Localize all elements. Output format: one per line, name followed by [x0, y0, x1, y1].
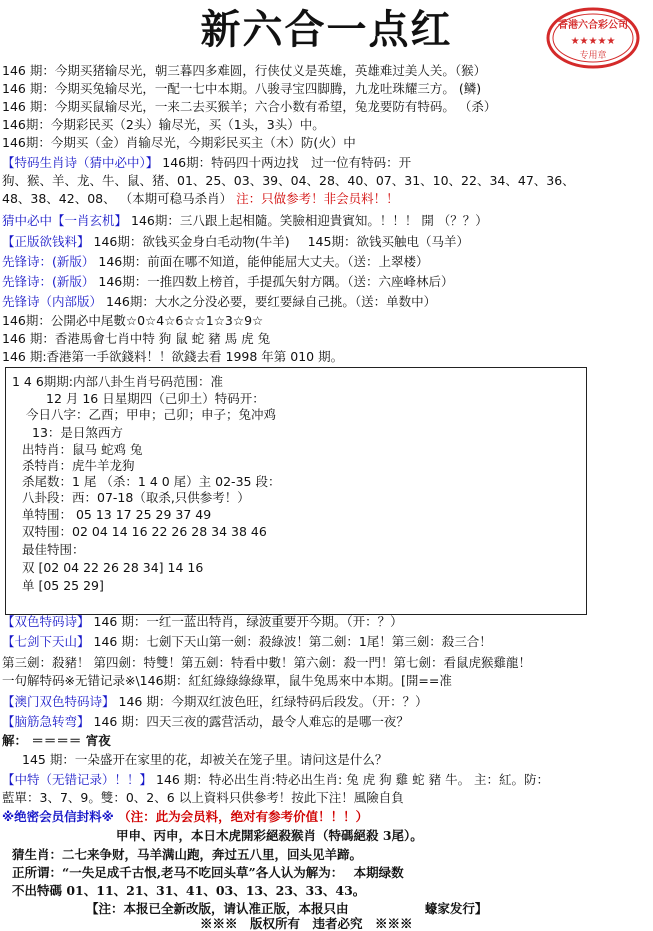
box-line-3: 今日八字：乙酉；甲申；己卯；申子；兔冲鸡 — [26, 407, 277, 422]
section-label: 【脑筋急转弯】 — [2, 714, 90, 729]
line-2-text: 146 期：今期买兔输尽光，一配一七中本期。八骏寻宝四脚腾，九龙吐珠耀三方。 — [2, 81, 455, 96]
section-text: 146期：前面在哪不知道，能伸能屈大丈夫。（送：上翠楼） — [98, 254, 429, 269]
section-text: 146期：一推四数上榜首，手提孤矢射方隅。（送：六座峰林后） — [98, 274, 454, 289]
seven-zodiac-line: 146 期：香港馬會七肖中特 狗 鼠 蛇 豬 馬 虎 兔 — [2, 331, 271, 346]
box-line-1: 1 4 6期期:内部八卦生肖号码范围：准 — [12, 374, 224, 389]
section-text: 146期：特码四十两边找 过一位有特码：开 — [162, 155, 412, 170]
svg-text:★★★★★: ★★★★★ — [570, 36, 616, 47]
saying-answer: 本期绿数 — [353, 865, 404, 880]
kill-zodiac-line: 甲申、丙申，本日木虎開彩絕殺猴肖（特碼絕殺 3尾）。 — [116, 828, 423, 843]
section-label: 【双色特码诗】 — [2, 614, 90, 629]
section-label: ※绝密会员信封料※ — [2, 809, 114, 824]
color-number-line: 藍單：3、7、9。雙：0、2、6 以上資料只供參考！按此下注！風險自負 — [2, 790, 404, 805]
box-line-13: 单 [05 25 29] — [22, 578, 104, 593]
section-text: 146 期：七劍下天山第一劍：殺綠波！第二劍：1尾！第三劍：殺三合！ — [93, 634, 492, 649]
section-label: 【特码生肖诗（猜中必中）】 — [2, 155, 159, 170]
answer-text: ＝＝＝＝ 宵夜 — [31, 733, 111, 748]
money-riddle-line — [2, 233, 469, 251]
box-line-4: 13：是日煞西方 — [32, 425, 123, 440]
special-code-line — [2, 771, 549, 789]
svg-text:专用章: 专用章 — [579, 51, 607, 61]
line-3-text: 146 期：今期买鼠输尽光，一来二去买猴羊；六合小数有希望，兔龙要防有特码。 — [2, 99, 455, 114]
section-label: 先锋诗：(新版） — [2, 254, 95, 269]
zodiac-mystery-line — [2, 212, 488, 230]
section-text: 146 期：特必出生肖:特必出生肖: 兔 虎 狗 雞 蛇 豬 牛。 主：紅。防： — [156, 772, 550, 787]
previous-riddle: 145期：欲钱买触电（马羊） — [307, 234, 469, 249]
box-line-8: 八卦段：西：07-18（取杀,只供参考！） — [22, 490, 250, 505]
section-label: 【七剑下天山】 — [2, 634, 90, 649]
member-note: 注：只做参考！非会员料！！ — [236, 191, 399, 206]
text-line-2 — [2, 80, 481, 98]
vanguard-poem-3 — [2, 293, 436, 311]
guess-zodiac-line: 猜生肖：二七来争财，马羊满山跑，奔过五八里，回头见羊蹄。 — [12, 847, 363, 862]
section-text: 146期：欲钱买金身白毛动物(牛羊) — [93, 234, 290, 249]
box-line-10: 双特围：02 04 14 16 22 26 28 34 38 46 — [22, 524, 267, 539]
publisher-text: 蠔家发行】 — [424, 901, 488, 916]
line-2-note: (鳞) — [458, 81, 482, 96]
previous-teaser-line: 145 期：一朵盛开在家里的花，却被关在笼子里。请问这是什么？ — [22, 752, 388, 767]
section-text: 146期：三八跟上起相隨。笑臉相迎貴賓知。！！！ 開 （？？） — [131, 213, 488, 228]
section-label: 先锋诗（内部版） — [2, 294, 103, 309]
member-note: （注：此为会员料，绝对有参考价值！！！） — [118, 809, 369, 824]
text-line-4: 146期：今期彩民买（2头）输尽光，买（1头，3头）中。 — [2, 117, 325, 132]
bagua-info-box — [5, 367, 587, 615]
seven-swords-line — [2, 633, 492, 651]
box-line-5: 出特肖：鼠马 蛇鸡 兔 — [22, 442, 143, 457]
answer-line — [2, 732, 111, 750]
money-hint-line: 146 期:香港第一手欲錢料！！欲錢去看 1998 年第 010 期。 — [2, 349, 344, 364]
tail-number-line: 146期：公開必中尾數☆0☆4☆6☆☆1☆3☆9☆ — [2, 313, 264, 328]
company-seal-stamp — [545, 6, 641, 70]
section-label: 先锋诗：(新版） — [2, 274, 95, 289]
two-color-poem-line — [2, 613, 403, 631]
section-text: 146 期：四天三夜的露营活动，最令人难忘的是哪一夜？ — [93, 714, 409, 729]
brain-teaser-line — [2, 713, 409, 731]
special-zodiac-poem — [2, 154, 411, 172]
section-text: 146 期：一红一蓝出特肖，绿波重要开今期。（开：？） — [93, 614, 403, 629]
box-line-9: 单特围： 05 13 17 25 29 37 49 — [22, 507, 212, 522]
member-envelope-line — [2, 808, 368, 826]
number-list-end: 48、38、42、08、 — [2, 191, 116, 206]
macau-color-line — [2, 693, 428, 711]
copyright-line: ※※※ 版权所有 违者必究 ※※※ — [200, 916, 413, 931]
seven-swords-line-2: 第三劍：殺豬！ 第四劍：特雙！第五劍：特看中數！第六劍：殺一門！第七劍：看鼠虎猴雞龍！ — [2, 655, 531, 670]
text-line-5: 146期：今期买（金）肖输尽光，今期彩民买主（木）防(火）中 — [2, 135, 356, 150]
notice-text: 【注：本报已全新改版，请认准正版，本报只由 — [86, 901, 349, 916]
saying-line — [12, 864, 404, 882]
section-label: 【中特（无错记录）！！】 — [2, 772, 153, 787]
answer-label: 解： — [2, 733, 28, 748]
section-text: 146 期：今期双红波色旺，红绿特码后段发。（开：？） — [118, 694, 428, 709]
box-line-6: 杀特肖：虎牛羊龙狗 — [22, 458, 135, 473]
line-3-note: （杀） — [458, 99, 497, 114]
section-label: 【正版欲钱料】 — [2, 234, 90, 249]
text-line-1: 146 期：今期买猪输尽光，朝三暮四多难圆，行侠仗义是英雄，英雄难过美人关。（猴） — [2, 63, 487, 78]
number-list-line-2 — [2, 190, 399, 208]
box-line-2: 12 月 16 日星期四（己卯土）特码开： — [46, 391, 265, 406]
box-line-11: 最佳特围： — [22, 542, 85, 557]
vanguard-poem-1 — [2, 253, 429, 271]
box-line-7: 杀尾数：1 尾 （杀：1 4 0 尾）主 02-35 段： — [22, 474, 281, 489]
box-line-12: 双 [02 04 22 26 28 34] 14 16 — [22, 560, 204, 575]
one-sentence-line: 一句解特码※无错记录※\146期：紅紅綠綠綠綠單，鼠牛兔馬來中本期。[開==准 — [2, 673, 452, 688]
vanguard-poem-2 — [2, 273, 454, 291]
page-title: 新六合一点红 — [200, 6, 453, 53]
section-text: 146期：大水之分没必要，要红要緑自己挑。（送：单数中） — [106, 294, 437, 309]
section-label: 猜中必中【一肖玄机】 — [2, 213, 128, 228]
section-label: 【澳门双色特码诗】 — [2, 694, 115, 709]
number-list-line: 狗、猴、羊、龙、牛、鼠、猪、01、25、03、39、04、28、40、07、31、10、22、34、47、36、 — [2, 173, 575, 188]
number-list-note: （本期可稳马杀肖） — [119, 191, 233, 206]
saying-text: 正所谓：“一失足成千古恨,老马不吃回头草”各人认为解为： — [12, 865, 344, 880]
svg-text:香港六合彩公司: 香港六合彩公司 — [558, 20, 628, 31]
excluded-numbers-line: 不出特碼 01、11、21、31、41、03、13、23、33、43。 — [12, 883, 366, 898]
text-line-3 — [2, 98, 496, 116]
